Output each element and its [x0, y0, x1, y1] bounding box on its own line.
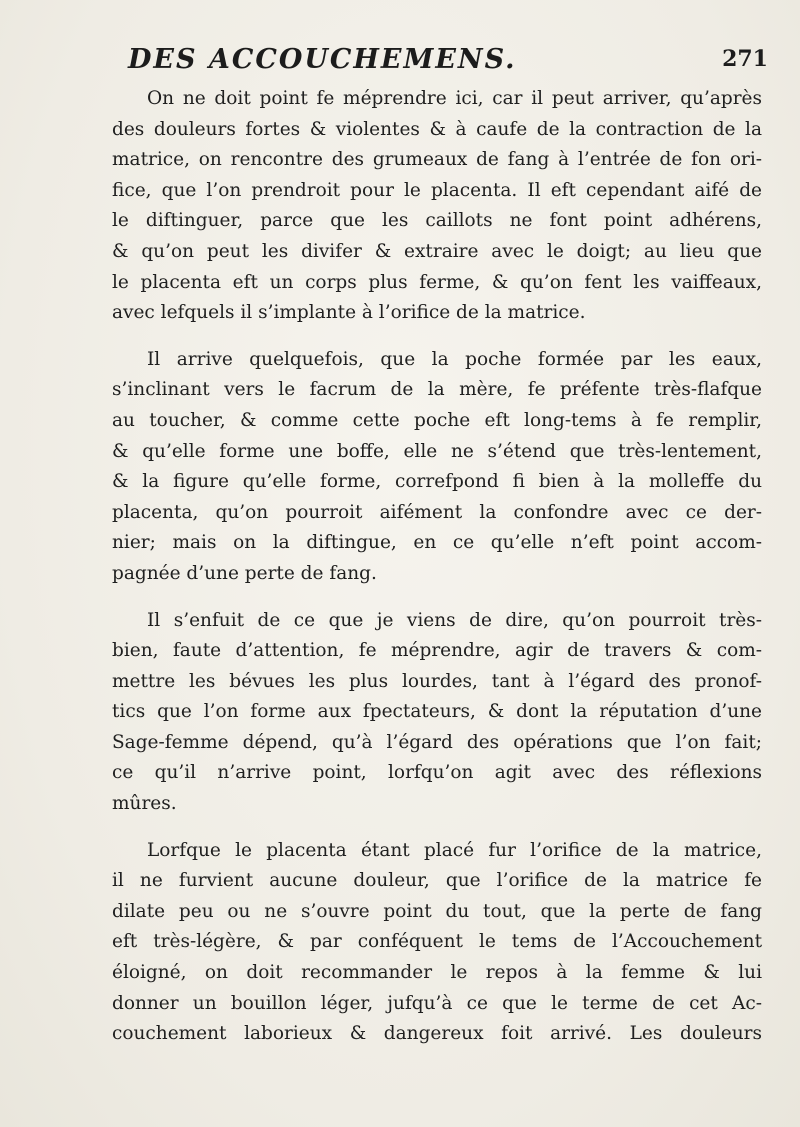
text-line: fice, que l’on prendroit pour le placenta. Il eft cependant aifé de	[112, 179, 762, 201]
text-line: nier; mais on la diftingue, en ce qu’elle n’eft point accom-	[112, 532, 762, 554]
text-line: mettre les bévues les plus lourdes, tant à l’égard des pronof-	[112, 670, 762, 692]
text-line: & la figure qu’elle forme, correfpond fi bien à la molleffe du	[112, 471, 762, 493]
text-line: donner un bouillon léger, jufqu’à ce que le terme de cet Ac-	[112, 992, 762, 1014]
paragraph-2	[112, 345, 762, 590]
text-line: pagnée d’une perte de fang.	[112, 562, 377, 584]
text-line: s’inclinant vers le facrum de la mère, fe préfente très-flafque	[112, 379, 762, 401]
text-line: placenta, qu’on pourroit aifément la confondre avec ce der-	[112, 501, 762, 523]
text-line: ce qu’il n’arrive point, lorfqu’on agit avec des réflexions	[112, 762, 762, 784]
text-line: éloigné, on doit recommander le repos à la femme & lui	[112, 962, 762, 984]
text-line: Lorfque le placenta étant placé fur l’orifice de la matrice,	[147, 839, 762, 861]
text-line: Sage-femme dépend, qu’à l’égard des opérations que l’on fait;	[112, 731, 762, 753]
text-line: il ne furvient aucune douleur, que l’orifice de la matrice fe	[112, 870, 762, 892]
page-number: 271	[722, 46, 768, 72]
running-title: DES ACCOUCHEMENS.	[128, 44, 517, 75]
paragraph-1	[112, 84, 762, 329]
text-line: Il s’enfuit de ce que je viens de dire, qu’on pourroit très-	[147, 609, 762, 631]
paragraph-3	[112, 606, 762, 820]
body-text	[112, 84, 762, 1050]
text-line: le placenta eft un corps plus ferme, & qu’on fent les vaiffeaux,	[112, 271, 762, 293]
text-line: mûres.	[112, 793, 177, 815]
text-line: & qu’elle forme une boffe, elle ne s’étend que très-lentement,	[112, 440, 762, 462]
text-line: des douleurs fortes & violentes & à caufe de la contraction de la	[112, 118, 762, 140]
text-line: eft très-légère, & par conféquent le tems de l’Accouchement	[112, 931, 762, 953]
text-line: au toucher, & comme cette poche eft long-tems à fe remplir,	[112, 409, 762, 431]
text-line: Il arrive quelquefois, que la poche formée par les eaux,	[147, 348, 762, 370]
text-line: On ne doit point fe méprendre ici, car il peut arriver, qu’après	[147, 88, 762, 109]
text-line: couchement laborieux & dangereux foit arrivé. Les douleurs	[112, 1023, 762, 1045]
text-line: matrice, on rencontre des grumeaux de fang à l’entrée de fon ori-	[112, 149, 762, 171]
text-line: bien, faute d’attention, fe méprendre, agir de travers & com-	[112, 640, 762, 662]
text-line: tics que l’on forme aux fpectateurs, & dont la réputation d’une	[112, 701, 762, 723]
text-line: & qu’on peut les divifer & extraire avec le doigt; au lieu que	[112, 240, 762, 262]
text-line: dilate peu ou ne s’ouvre point du tout, que la perte de fang	[112, 900, 762, 922]
text-line: le diftinguer, parce que les caillots ne font point adhérens,	[112, 210, 762, 232]
page-header	[128, 44, 768, 84]
text-line: avec lefquels il s’implante à l’orifice de la matrice.	[112, 302, 586, 324]
paragraph-4	[112, 836, 762, 1050]
